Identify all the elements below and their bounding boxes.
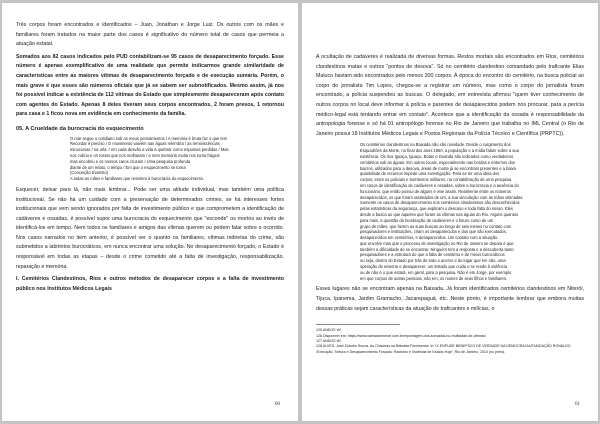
quote-line: desaparecidos em cemitérios, e desaparecidos. Um contato com a situação bbox=[360, 235, 498, 241]
quote-line: ou de não é o que estará, em geral, para a pesquisa. Não é em Jorge, por exemplo bbox=[360, 269, 512, 275]
quote-line: quantidade de recursos impede uma investigação. Para se ter uma ideia dos bbox=[360, 171, 500, 177]
quote-attribution: (Conceição Evaristo) bbox=[70, 170, 108, 176]
body-paragraph: Esquecer, deixar para lá, não mais lembrar... Pode ser uma atitude individual, mas também uma política institucional. Se não há um cuidado com a preservação de determinados crimes, se há interesses fortes institucionais que vem sendo ignorados por falta de investimento público e que comprometem a identificação de cadáveres e ossadas, é possível supor uma burocracia do esquecimento que "esconde" os mortos ao invés de identificá-los em tempo. Nem todos os familiares e amigos das vítimas querem ou podem falar sobre o ocorrido. Nos casos narrados no item anterior, é possível ver o quanto os familiares, vítimas indiretas do crime, são submetidos a labirintos burocráticos, em nunca encontrar uma solução. No desaparecimento forçado, o Estado é responsável em todas as etapas – desde o crime cometido até a falta de investigação, responsabilização, reparação e memória. bbox=[16, 186, 284, 270]
quote-line: O mar segue o cotidiano sob os meus pensamentos / A memória é bruta faz o que tem bbox=[70, 135, 228, 141]
footnote: 127 ANDOS W! bbox=[316, 339, 341, 344]
block-quote bbox=[360, 142, 584, 281]
quote-line: diante de um relato, o tempo / Em que o esquecimento se torna bbox=[70, 164, 186, 170]
quote-line: em casos de identificação de cadáveres e ossadas, sobre a burocracia e a ausência do bbox=[360, 182, 519, 188]
quote-line: grupo de mães, que fazem as suas buscas ao longo de seis meses no contato com bbox=[360, 223, 512, 229]
quote-line: nos cobriu e os rostos que nos molharam / e nem memória muita nos torna frágeis bbox=[70, 152, 220, 158]
quote-line: ou seja, dentro do Estado por trás de todo o acervo e do lugar que em não, uma bbox=[360, 258, 506, 264]
quote-dedication: A todas as mães e familiares que resistem à burocracia do esquecimento. bbox=[70, 176, 205, 182]
subsection-heading: I. Cemitérios Clandestinos, Rios e outros métodos de desaparecer corpos e a falta de investimento público nos Institutos Médicos Legais bbox=[16, 276, 284, 292]
page-number: 61 bbox=[575, 402, 580, 407]
quote-line: Recordar é preciso / O movimento vaivém nas águas relembra / as reminiscências bbox=[70, 141, 220, 147]
left-page bbox=[2, 3, 298, 421]
quote-line: também a dificuldade de se encontrar. Ninguém tem a resposta e a descoberta tanto bbox=[360, 246, 514, 252]
quote-line: Somente os casos de desaparecimento nos cemitérios clandestinos são desconhecidos bbox=[360, 200, 520, 206]
epigraph-quote bbox=[70, 136, 284, 182]
quote-line: em que corpos de outras pessoas, não em, os nomes de seus filhos e familiares. bbox=[360, 275, 507, 281]
body-paragraph: A ocultação de cadáveres é realizada de diversas formas. Restos mortais são encontrados em Rios, cemitérios clandestinos matas e outros "pontos de desova". Só no cemitério clandestino comandado pelo traficante Elias Maluco haviam sido encontrados pelo menos 200 corpos. À época do encontro do cemitério, na busca policial ao corpo do jornalista Tim Lopes, chegou-se a registrar um número, mas como o corpo do jornalista foram encontrado, a polícia suspendeu as buscas. O delegado, em entrevista afirmou "quem tiver conhecimento de outros corpos no local deve informar à polícia e parentes de desaparecidos podem nos procurar, para a perícia médico-legal está tentando entrar em contato". Acontece que a identificação da ossada é responsabilidade da antropologia forense e só há 01 antropólogo forense no Rio de Janeiro que trabalha no IML Central (o Rio de Janeiro possui 18 Institutos Médicos Legais e Postos Regionais da Polícia Técnico e Científica (PRPTC)). bbox=[316, 54, 584, 137]
quote-line: pesquisadores e instituições, criam os desaparecidos e dos que são executados, bbox=[360, 229, 508, 235]
footnote: 125 ANDOS W! bbox=[316, 328, 341, 333]
footnote: 128 ALVES, José Cláudio Souza. As Chacinas na Baixada Fluminense. in: IX ENPUDE BENEFÍCIO DE VERDADE NA DEMOCRACIA/FUNDAÇÃO RONALDO 'Execução, Tortura e Desaparecimento Forçado: Racismo e Violência de Estado Hoje', Rio de Janeiro, 2010 (no prelo). bbox=[316, 344, 571, 354]
footnote-divider bbox=[316, 324, 400, 325]
quote-line: existência. Os rios Iguaçu, Iguaçu, Botas e Guandu são indicados como verdadeiros bbox=[360, 153, 514, 159]
quote-line: minuciosas / na orla: / em cada desvão a vida a quebrar como espumas perdidas / Mas bbox=[70, 147, 229, 153]
quote-line: Os cemitérios clandestinos na Baixada não são novidade. Desde o surgimento dos bbox=[360, 142, 511, 148]
quote-line: funcionário, que então possui de alguns e vive assim. Realmente entre os números bbox=[360, 188, 512, 194]
quote-line: mas encobriu e os nossos caros cruzam / Uma pesquisa profunda bbox=[70, 158, 191, 164]
summary-paragraph: Somados aos 82 casos indicados pelo PUD contabilizam-se 95 casos de desaparecimento forçado. Esse número é apenas exemplificativo de uma realidade que permite indicarmos grande similaridade de características entre as maiores vítimas de desaparecimento forçado e de execução sumária. Porém, o mais grave é que esses são números oficiais que já se sabem ser subnotificados. Mesmo assim, já nos foi possível indicar a existência de 112 vítimas do Estado que simplesmente desapareceram após contato com agentes do Estado. Apenas 8 deles tiveram seus corpos encontrados, 2 foram presos, 1 retornou para casa e 1 ficou nova em evidência em conhecimento da família. bbox=[16, 53, 284, 118]
section-heading: 05. A Crueldade da burocracia do esquecimento bbox=[16, 125, 144, 132]
intro-paragraph: Três corpos foram encontrados e identificados – Juan, Jonathan e Jorge Luiz. Os outros com os mães e familiares foram tratados na maior parte dos casos é significativo do número total de casos que permeia a atuação estatal. bbox=[16, 22, 284, 48]
quote-line: que envolve mas que o processo de investigação no Rio de Janeiro se depara é que bbox=[360, 240, 514, 246]
quote-line: corpos, eram os policiais e bombeiros militares, na contabilização de uma pesquisa bbox=[360, 177, 512, 183]
quote-line: para mais, a questão da localização de cadáveres e o futuro curso de um bbox=[360, 217, 494, 223]
page-number: 60 bbox=[275, 402, 280, 407]
quote-line: desde a busca ao que aqueles que foram as vítimas nas águas do Rio. Alguns quantos bbox=[360, 211, 519, 217]
quote-line: bairros, utilizados para a desova, áreas de morte já se encontram presentes e a baixa bbox=[360, 165, 516, 171]
quote-line: pesquisadores e a estrutura do que a falta de cemitério e de meios burocráticos bbox=[360, 252, 505, 258]
body-paragraph: Esses lugares não se encontram apenas na Baixada. Já foram identificados cemitérios clandestinos em Niterói, Tijuca, Ipanema, Jardim Gramacho, Jacarepaguá, etc. Neste ponto, é importante lembrar que embora muitas dessas práticas sejam características da atuação de traficantes e milícias, o bbox=[316, 286, 584, 312]
footnote: 126 Disponível em: https://www.camaraneonoe.com.br/reportagem-dos-somados-no-multidade-de-vítimas/ bbox=[316, 333, 486, 338]
quote-line: desaparecidos, os que foram rastreados de um, a sua vinculação com as mãos vitimadas. bbox=[360, 194, 524, 200]
quote-line: cemitérios sob as águas. Em outros locais, especialmente nas bordas e entornos dos bbox=[360, 159, 515, 165]
quote-line: Esquadrões da Morte, no final dos anos 1960, a população e a mídia falam sobre a sua bbox=[360, 148, 519, 154]
quote-line: pelas estatísticas da segurança, que explicam o descaso e toda falta do nosso. Eles bbox=[360, 206, 513, 212]
right-page bbox=[302, 3, 598, 421]
quote-line: operação de enterrar e desaparecer, um Estado que cuida e se rende à violência bbox=[360, 264, 508, 270]
